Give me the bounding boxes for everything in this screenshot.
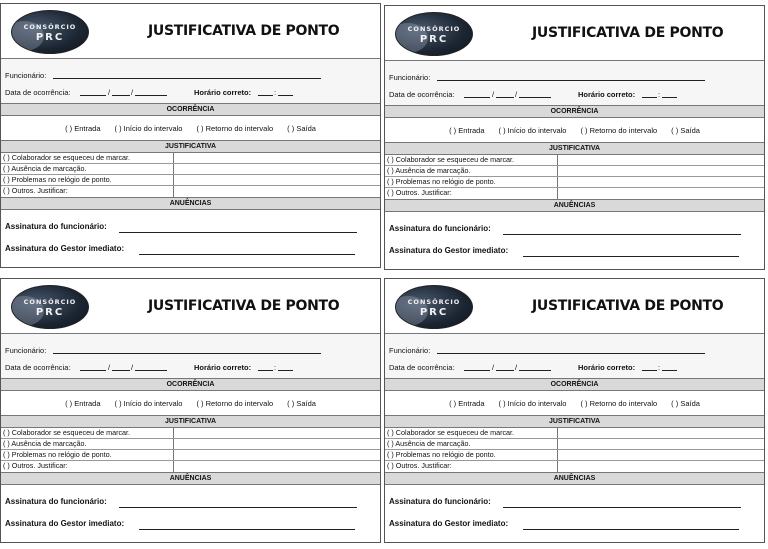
- assinatura-gestor-label: Assinatura do Gestor imediato:: [5, 244, 125, 253]
- justificativa-option-relogio[interactable]: [1, 450, 380, 461]
- logo-line1: CONSÓRCIO: [407, 298, 461, 306]
- horario-correto-label: Horário correto:: [578, 90, 636, 99]
- logo-line2: PRC: [35, 307, 65, 318]
- form-card: [0, 278, 381, 543]
- funcionario-label: Funcionário:: [389, 346, 431, 355]
- assinatura-funcionario-line[interactable]: [503, 507, 741, 508]
- justificativa-option-label: ( ) Colaborador se esqueceu de marcar.: [3, 428, 131, 437]
- date-separator: /: [131, 88, 134, 97]
- justificativa-option-label: ( ) Outros. Justificar:: [387, 188, 452, 197]
- date-separator: /: [492, 363, 495, 372]
- justificativa-option-outros[interactable]: [385, 461, 764, 472]
- assinatura-funcionario-label: Assinatura do funcionário:: [5, 497, 107, 506]
- date-separator: /: [108, 88, 111, 97]
- time-separator: :: [658, 363, 661, 372]
- justificativa-options: [385, 155, 764, 200]
- justificativa-option-outros[interactable]: [385, 188, 764, 199]
- hora-field[interactable]: [642, 97, 657, 98]
- anuencias-section: [385, 485, 764, 549]
- anuencias-section: [1, 485, 380, 549]
- ocorrencia-options: [1, 116, 380, 141]
- assinatura-gestor-line[interactable]: [523, 529, 739, 530]
- funcionario-field[interactable]: [53, 353, 321, 354]
- assinatura-gestor-line[interactable]: [523, 256, 739, 257]
- form-card: [384, 278, 765, 543]
- justificativa-option-esqueceu[interactable]: [385, 428, 764, 439]
- ocorrencia-option-entrada[interactable]: ( ) Entrada: [65, 398, 101, 408]
- data-ocorrencia-label: Data de ocorrência:: [389, 90, 455, 99]
- assinatura-gestor-label: Assinatura do Gestor imediato:: [389, 519, 509, 528]
- form-title: JUSTIFICATIVA DE PONTO: [148, 298, 340, 314]
- minuto-field[interactable]: [662, 370, 677, 371]
- logo-line2: PRC: [419, 34, 449, 45]
- data-year-field[interactable]: [135, 370, 167, 371]
- funcionario-label: Funcionário:: [389, 73, 431, 82]
- funcionario-field[interactable]: [53, 78, 321, 79]
- form-header: [385, 6, 764, 61]
- justificativa-option-label: ( ) Ausência de marcação.: [3, 164, 87, 173]
- data-year-field[interactable]: [135, 95, 167, 96]
- assinatura-funcionario-label: Assinatura do funcionário:: [5, 222, 107, 231]
- info-section: [385, 334, 764, 379]
- ocorrencia-options: [385, 391, 764, 416]
- justificativa-option-relogio[interactable]: [385, 450, 764, 461]
- ocorrencia-heading: OCORRÊNCIA: [1, 379, 380, 391]
- anuencias-section: [385, 212, 764, 276]
- assinatura-gestor-label: Assinatura do Gestor imediato:: [5, 519, 125, 528]
- minuto-field[interactable]: [662, 97, 677, 98]
- justificativa-option-label: ( ) Problemas no relógio de ponto.: [387, 450, 496, 459]
- justificativa-option-ausencia[interactable]: [385, 166, 764, 177]
- justificativa-option-outros[interactable]: [1, 186, 380, 197]
- ocorrencia-heading: OCORRÊNCIA: [385, 106, 764, 118]
- justificativa-heading: JUSTIFICATIVA: [385, 416, 764, 428]
- funcionario-label: Funcionário:: [5, 346, 47, 355]
- ocorrencia-options: [1, 391, 380, 416]
- time-separator: :: [658, 90, 661, 99]
- justificativa-option-label: ( ) Problemas no relógio de ponto.: [3, 450, 112, 459]
- ocorrencia-option-retorno-intervalo[interactable]: ( ) Retorno do intervalo: [196, 123, 274, 133]
- form-header: [1, 4, 380, 59]
- ocorrencia-heading: OCORRÊNCIA: [385, 379, 764, 391]
- data-month-field[interactable]: [112, 95, 130, 96]
- ocorrencia-option-saida[interactable]: ( ) Saída: [671, 125, 700, 135]
- justificativa-option-label: ( ) Outros. Justificar:: [387, 461, 452, 470]
- logo-line1: CONSÓRCIO: [23, 23, 77, 31]
- assinatura-funcionario-label: Assinatura do funcionário:: [389, 497, 491, 506]
- horario-correto-label: Horário correto:: [194, 88, 252, 97]
- data-month-field[interactable]: [112, 370, 130, 371]
- form-title: JUSTIFICATIVA DE PONTO: [532, 25, 724, 41]
- date-separator: /: [515, 363, 518, 372]
- assinatura-gestor-line[interactable]: [139, 254, 355, 255]
- data-day-field[interactable]: [464, 97, 490, 98]
- justificativa-options: [385, 428, 764, 473]
- info-section: [1, 59, 380, 104]
- assinatura-funcionario-line[interactable]: [119, 507, 357, 508]
- justificativa-option-label: ( ) Problemas no relógio de ponto.: [387, 177, 496, 186]
- form-card: [0, 3, 381, 268]
- data-ocorrencia-label: Data de ocorrência:: [5, 88, 71, 97]
- justificativa-option-label: ( ) Colaborador se esqueceu de marcar.: [387, 428, 515, 437]
- justificativa-heading: JUSTIFICATIVA: [385, 143, 764, 155]
- logo-line1: CONSÓRCIO: [23, 298, 77, 306]
- ocorrencia-option-inicio-intervalo[interactable]: ( ) Início do intervalo: [114, 123, 183, 133]
- data-day-field[interactable]: [80, 370, 106, 371]
- ocorrencia-option-entrada[interactable]: ( ) Entrada: [65, 123, 101, 133]
- form-title: JUSTIFICATIVA DE PONTO: [148, 23, 340, 39]
- time-separator: :: [274, 88, 277, 97]
- justificativa-option-label: ( ) Outros. Justificar:: [3, 186, 68, 195]
- date-separator: /: [131, 363, 134, 372]
- ocorrencia-option-saida[interactable]: ( ) Saída: [287, 123, 316, 133]
- consorcio-prc-logo: [395, 12, 473, 56]
- data-ocorrencia-label: Data de ocorrência:: [389, 363, 455, 372]
- ocorrencia-option-entrada[interactable]: ( ) Entrada: [449, 125, 485, 135]
- hora-field[interactable]: [258, 95, 273, 96]
- justificativa-heading: JUSTIFICATIVA: [1, 141, 380, 153]
- consorcio-prc-logo: [395, 285, 473, 329]
- funcionario-field[interactable]: [437, 80, 705, 81]
- justificativa-option-ausencia[interactable]: [385, 439, 764, 450]
- justificativa-option-label: ( ) Colaborador se esqueceu de marcar.: [387, 155, 515, 164]
- assinatura-funcionario-label: Assinatura do funcionário:: [389, 224, 491, 233]
- consorcio-prc-logo: [11, 10, 89, 54]
- justificativa-option-label: ( ) Colaborador se esqueceu de marcar.: [3, 153, 131, 162]
- anuencias-section: [1, 210, 380, 274]
- hora-field[interactable]: [258, 370, 273, 371]
- info-section: [385, 61, 764, 106]
- date-separator: /: [492, 90, 495, 99]
- justificativa-option-label: ( ) Ausência de marcação.: [3, 439, 87, 448]
- date-separator: /: [108, 363, 111, 372]
- ocorrencia-option-entrada[interactable]: ( ) Entrada: [449, 398, 485, 408]
- data-year-field[interactable]: [519, 370, 551, 371]
- data-day-field[interactable]: [464, 370, 490, 371]
- justificativa-options: [1, 153, 380, 198]
- logo-line2: PRC: [35, 32, 65, 43]
- justificativa-option-relogio[interactable]: [1, 175, 380, 186]
- form-header: [385, 279, 764, 334]
- logo-line2: PRC: [419, 307, 449, 318]
- ocorrencia-option-saida[interactable]: ( ) Saída: [287, 398, 316, 408]
- logo-line1: CONSÓRCIO: [407, 25, 461, 33]
- consorcio-prc-logo: [11, 285, 89, 329]
- anuencias-heading: ANUÊNCIAS: [385, 200, 764, 212]
- horario-correto-label: Horário correto:: [194, 363, 252, 372]
- justificativa-option-esqueceu[interactable]: [1, 428, 380, 439]
- justificativa-options: [1, 428, 380, 473]
- minuto-field[interactable]: [278, 370, 293, 371]
- assinatura-funcionario-line[interactable]: [119, 232, 357, 233]
- justificativa-option-outros[interactable]: [1, 461, 380, 472]
- anuencias-heading: ANUÊNCIAS: [1, 473, 380, 485]
- form-header: [1, 279, 380, 334]
- ocorrencia-option-retorno-intervalo[interactable]: ( ) Retorno do intervalo: [580, 125, 658, 135]
- justificativa-option-esqueceu[interactable]: [1, 153, 380, 164]
- minuto-field[interactable]: [278, 95, 293, 96]
- justificativa-option-label: ( ) Outros. Justificar:: [3, 461, 68, 470]
- justificativa-option-relogio[interactable]: [385, 177, 764, 188]
- justificativa-option-label: ( ) Ausência de marcação.: [387, 166, 471, 175]
- time-separator: :: [274, 363, 277, 372]
- data-year-field[interactable]: [519, 97, 551, 98]
- data-ocorrencia-label: Data de ocorrência:: [5, 363, 71, 372]
- ocorrencia-options: [385, 118, 764, 143]
- anuencias-heading: ANUÊNCIAS: [1, 198, 380, 210]
- justificativa-option-label: ( ) Ausência de marcação.: [387, 439, 471, 448]
- ocorrencia-option-retorno-intervalo[interactable]: ( ) Retorno do intervalo: [580, 398, 658, 408]
- ocorrencia-heading: OCORRÊNCIA: [1, 104, 380, 116]
- data-day-field[interactable]: [80, 95, 106, 96]
- ocorrencia-option-inicio-intervalo[interactable]: ( ) Início do intervalo: [498, 398, 567, 408]
- assinatura-funcionario-line[interactable]: [503, 234, 741, 235]
- justificativa-option-esqueceu[interactable]: [385, 155, 764, 166]
- justificativa-option-ausencia[interactable]: [1, 439, 380, 450]
- anuencias-heading: ANUÊNCIAS: [385, 473, 764, 485]
- date-separator: /: [515, 90, 518, 99]
- assinatura-gestor-label: Assinatura do Gestor imediato:: [389, 246, 509, 255]
- form-title: JUSTIFICATIVA DE PONTO: [532, 298, 724, 314]
- justificativa-option-ausencia[interactable]: [1, 164, 380, 175]
- info-section: [1, 334, 380, 379]
- funcionario-label: Funcionário:: [5, 71, 47, 80]
- horario-correto-label: Horário correto:: [578, 363, 636, 372]
- assinatura-gestor-line[interactable]: [139, 529, 355, 530]
- funcionario-field[interactable]: [437, 353, 705, 354]
- hora-field[interactable]: [642, 370, 657, 371]
- ocorrencia-option-retorno-intervalo[interactable]: ( ) Retorno do intervalo: [196, 398, 274, 408]
- form-card: [384, 5, 765, 270]
- ocorrencia-option-inicio-intervalo[interactable]: ( ) Início do intervalo: [114, 398, 183, 408]
- data-month-field[interactable]: [496, 370, 514, 371]
- justificativa-option-label: ( ) Problemas no relógio de ponto.: [3, 175, 112, 184]
- ocorrencia-option-saida[interactable]: ( ) Saída: [671, 398, 700, 408]
- justificativa-heading: JUSTIFICATIVA: [1, 416, 380, 428]
- data-month-field[interactable]: [496, 97, 514, 98]
- ocorrencia-option-inicio-intervalo[interactable]: ( ) Início do intervalo: [498, 125, 567, 135]
